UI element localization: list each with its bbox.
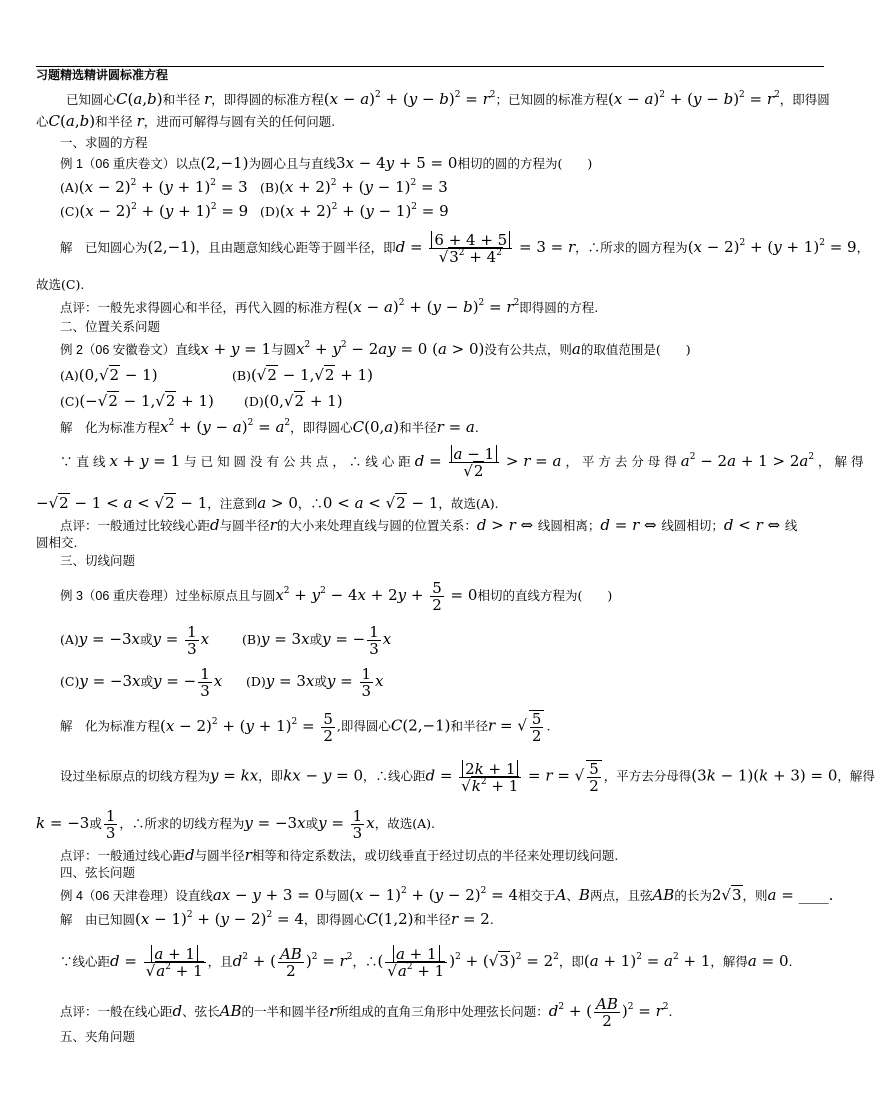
sol-text: ，故选(A). xyxy=(374,816,435,831)
option-letter: (D) xyxy=(260,204,280,219)
or-text: 或 xyxy=(309,632,323,647)
fraction: $\frac{a - 1}{√2}$ xyxy=(449,446,500,479)
fraction: $\frac{1}{3}$ xyxy=(361,665,372,700)
example-3-solution-2: 设过坐标原点的切线方程为y = kx，即kx − y = 0，∴线心距d = $\frac{2k + 1}{√k^2 + 1}$ = r = √ $\frac{5}{2}$ ，平方去分母得(3k − 1)(k + 3) = 0，解得 xyxy=(60,759,875,795)
intro-text: ，即得圆的标准方程 xyxy=(211,92,324,107)
fraction: $\frac{AB}{2}$ xyxy=(279,945,302,980)
sol-text: 与 已 知 圆 没 有 公 共 点 ， ∴ 线 心 距 xyxy=(184,454,411,469)
example-1-question: 例 1（06 重庆卷文）以点(2,−1)为圆心且与直线3x − 4y + 5 = 0相切的圆的方程为( ) xyxy=(60,154,593,172)
intro-text: 心 xyxy=(36,114,49,129)
fraction: $\frac{2k + 1}{√k^2 + 1}$ xyxy=(459,761,521,794)
fraction: $\frac{a + 1}{√a^2 + 1}$ xyxy=(385,946,447,979)
option-letter: (A) xyxy=(60,180,79,195)
example-1-option-d: $(D)(x + 2)^2 + (y - 1)^2 = 9$ xyxy=(260,202,449,220)
example-3-solution-1: 解 化为标准方程$(x - 2)^2 + (y + 1)^2$ = $\frac{5}{2}$ ,即得圆心C(2,−1)和半径r = √ $\frac{5}{2}$ . xyxy=(60,709,551,745)
note-text: 线圆相离； xyxy=(537,518,601,533)
note-text: 、弦长 xyxy=(182,1004,220,1019)
q-text: 的取值范围是( ) xyxy=(580,342,691,357)
sol-text: ，∴所求的切线方程为 xyxy=(119,816,245,831)
option-letter: (D) xyxy=(246,674,266,689)
section-heading: 三、切线问题 xyxy=(60,554,136,568)
sol-text: ，∴ xyxy=(297,496,323,511)
intro-text: ，进而可解得与圆有关的任何问题. xyxy=(143,114,336,129)
note-text: 的一半和圆半径 xyxy=(241,1004,330,1019)
example-label: 例 1（06 重庆卷文） xyxy=(60,157,176,171)
example-2-solution-3: −√2 − 1 < a < √2 − 1，注意到a > 0，∴0 < a < √2 − 1，故选(A). xyxy=(36,494,499,512)
example-2-option-a: (A)(0,√2 − 1) xyxy=(60,366,158,384)
example-1-note: 点评：一般先求得圆心和半径，再代入圆的标准方程$(x - a)^2 + (y - b)^2 = r^2$即得圆的方程. xyxy=(60,298,599,316)
section-heading: 四、弦长问题 xyxy=(60,866,136,880)
q-text: 没有公共点，则 xyxy=(484,342,572,357)
q-text: ，则 xyxy=(742,888,768,903)
sol-text: 或 xyxy=(305,816,319,831)
q-text: 以点 xyxy=(175,156,201,171)
intro-text: 和半径 xyxy=(162,92,201,107)
example-2-option-d: (D)(0,√2 + 1) xyxy=(244,392,343,410)
example-1-solution: 解 已知圆心为(2,−1)，且由题意知线心距等于圆半径，即d = $\frac{6 + 4 + 5}{√3^2 + 4^2}$ = 3 = r，∴所求的圆方程为$(x - 2)^2 + (y + 1)^2 = 9$， xyxy=(60,231,870,266)
q-text: 相切的直线方程为( ) xyxy=(477,588,613,603)
fraction: $\frac{1}{3}$ xyxy=(369,623,379,658)
section-heading: 一、求圆的方程 xyxy=(60,136,148,150)
option-letter: (A) xyxy=(60,368,79,383)
option-letter: (C) xyxy=(60,674,80,689)
example-3-solution-3: k = −3或 $\frac{1}{3}$ ，∴所求的切线方程为y = −3x或y = $\frac{1}{3}$ x，故选(A). xyxy=(36,807,435,842)
example-3-option-a: (A)y = −3x或y = $\frac{1}{3}$ x xyxy=(60,623,210,658)
sol-text: . xyxy=(474,420,479,435)
note-text: ：一般通过线心距 xyxy=(85,848,186,863)
or-text: 或 xyxy=(314,674,327,689)
q-text: 、 xyxy=(566,888,579,903)
example-label: 例 4（06 天津卷理） xyxy=(60,889,176,903)
intro-line-2: 心C(a,b)和半径 r，进而可解得与圆有关的任何问题. xyxy=(36,112,336,130)
example-4-question: 例 4（06 天津卷理）设直线ax − y + 3 = 0与圆$(x - 1)^2 + (y - 2)^2 = 4$相交于A、B两点，且弦AB的长为2√3，则a = ____. xyxy=(60,886,834,904)
example-2-note-end: 圆相交. xyxy=(36,535,78,550)
sol-text: ，即得圆心 xyxy=(303,912,367,927)
sol-text: ，故选(A). xyxy=(438,496,499,511)
example-2-note: 点评：一般通过比较线心距d与圆半径r的大小来处理直线与圆的位置关系：d > r ⇔ 线圆相离；d = r ⇔ 线圆相切；d < r ⇔ 线 xyxy=(60,516,798,534)
intro-line-1: 已知圆心C(a,b)和半径 r，即得圆的标准方程$(x - a)^2 + (y - b)^2 = r^2$；已知圆的标准方程$(x - a)^2 + (y - b)^2 = r^2$，即得圆 xyxy=(66,90,830,108)
example-1-option-a: $(A)(x - 2)^2 + (y + 1)^2 = 3$ xyxy=(60,178,248,196)
sol-text: . xyxy=(546,718,551,734)
sol-text: ， 平 方 去 分 母 得 xyxy=(565,454,677,469)
note-text: 与圆半径 xyxy=(194,848,245,863)
note-text: 即得圆的方程. xyxy=(519,300,599,315)
sol-text: ∵线心距 xyxy=(60,954,111,969)
fraction: $\frac{1}{3}$ xyxy=(105,807,116,842)
fraction: $\frac{1}{3}$ xyxy=(352,807,363,842)
intro-text: ，即得圆 xyxy=(779,92,830,107)
option-letter: (D) xyxy=(244,394,264,409)
sol-text: ，即 xyxy=(258,768,284,784)
example-2-option-c: (C)(−√2 − 1,√2 + 1) xyxy=(60,392,214,410)
example-3-note: 点评：一般通过线心距d与圆半径r相等和待定系数法，或切线垂直于经过切点的半径来处理切线问题. xyxy=(60,846,619,864)
fraction: $\frac{5}{2}$ xyxy=(323,709,333,745)
note-label: 点评 xyxy=(60,1005,86,1019)
fraction: $\frac{1}{3}$ xyxy=(187,623,197,658)
q-text: 过坐标原点且与圆 xyxy=(175,588,276,603)
sol-text: 设过坐标原点的切线方程为 xyxy=(60,768,211,784)
q-text: 与圆 xyxy=(271,342,297,357)
fraction: $\frac{5}{2}$ xyxy=(529,710,545,744)
sol-text: 解 已知圆心为 xyxy=(60,240,148,255)
sol-text: ，平方去分母得 xyxy=(603,768,692,784)
fraction: $\frac{5}{2}$ xyxy=(586,760,602,794)
option-letter: (C) xyxy=(60,204,80,219)
example-2-solution-1: 解 化为标准方程$x^2 + (y - a)^2 = a^2$，即得圆心C(0,a)和半径r = a. xyxy=(60,418,479,436)
note-label: 点评 xyxy=(60,301,86,315)
example-1-option-c: $(C)(x - 2)^2 + (y + 1)^2 = 9$ xyxy=(60,202,249,220)
q-text: 直线 xyxy=(175,342,201,357)
option-letter: (B) xyxy=(242,632,261,647)
q-text: 的长为 xyxy=(674,888,712,903)
intro-text: 已知圆心 xyxy=(66,92,117,107)
option-letter: (B) xyxy=(260,180,279,195)
note-text: 线圆相切； xyxy=(661,518,724,533)
sol-text: ，且 xyxy=(207,954,233,969)
sol-text: ,即得圆心 xyxy=(336,718,391,734)
example-4-solution-1: 解 由已知圆$(x - 1)^2 + (y - 2)^2 = 4$，即得圆心C(1,2)和半径r = 2. xyxy=(60,910,494,928)
sol-text: ，注意到 xyxy=(207,496,258,511)
option-letter: (C) xyxy=(60,394,80,409)
example-4-note: 点评：一般在线心距d、弦长AB的一半和圆半径r所组成的直角三角形中处理弦长问题：$d^2$ + ( $\frac{AB}{2}$ )$^2 = r^2$. xyxy=(60,995,673,1030)
sol-text: ，解得 xyxy=(837,768,875,784)
section-heading: 五、夹角问题 xyxy=(60,1030,136,1044)
note-text: 与圆半径 xyxy=(219,518,270,533)
note-text: ：一般通过比较线心距 xyxy=(85,518,211,533)
section-heading: 二、位置关系问题 xyxy=(60,320,161,334)
q-text: 相交于 xyxy=(518,888,556,903)
example-1-option-b: $(B)(x + 2)^2 + (y - 1)^2 = 3$ xyxy=(260,178,448,196)
sol-text: . xyxy=(489,912,494,927)
or-text: 或 xyxy=(139,632,153,647)
example-2-option-b: (B)(√2 − 1,√2 + 1) xyxy=(232,366,373,384)
fraction: $\frac{6 + 4 + 5}{√3^2 + 4^2}$ xyxy=(429,232,512,265)
sol-text: ，且由题意知线心距等于圆半径，即 xyxy=(195,240,396,255)
example-2-question: 例 2（06 安徽卷文）直线x + y = 1与圆$x^2 + y^2 - 2ay = 0$ (a > 0)没有公共点，则a的取值范围是( ) xyxy=(60,340,691,358)
note-text: 所组成的直角三角形中处理弦长问题： xyxy=(336,1004,549,1019)
example-3-option-d: (D)y = 3x或y = $\frac{1}{3}$ x xyxy=(246,665,384,700)
note-text: 相等和待定系数法，或切线垂直于经过切点的半径来处理切线问题. xyxy=(251,848,619,863)
note-text: ：一般先求得圆心和半径，再代入圆的标准方程 xyxy=(85,300,348,315)
or-text: 或 xyxy=(140,674,154,689)
sol-text: ，解得 xyxy=(710,954,748,969)
example-3-question: 例 3（06 重庆卷理）过坐标原点且与圆$x^2 + y^2 - 4x + 2y$ + $\frac{5}{2}$ = 0相切的直线方程为( ) xyxy=(60,579,613,614)
q-text: 两点，且弦 xyxy=(589,888,653,903)
fraction: $\frac{1}{3}$ xyxy=(200,665,210,700)
intro-text: 和半径 xyxy=(95,114,133,129)
q-text: 相切的圆的方程为( ) xyxy=(457,156,593,171)
sol-text: 解 化为标准方程 xyxy=(60,718,161,734)
q-text: 设直线 xyxy=(175,888,213,903)
intro-text: ；已知圆的标准方程 xyxy=(495,92,609,107)
sol-text: ， xyxy=(856,240,870,255)
fraction: $\frac{5}{2}$ xyxy=(432,579,442,614)
example-label: 例 2（06 安徽卷文） xyxy=(60,343,176,357)
example-label: 例 3（06 重庆卷理） xyxy=(60,589,176,603)
q-text: 为圆心且与直线 xyxy=(248,156,336,171)
sol-text: ，即 xyxy=(558,954,584,969)
sol-text: ，∴线心距 xyxy=(363,768,426,784)
option-letter: (A) xyxy=(60,632,79,647)
sol-text: ，∴ xyxy=(352,954,378,969)
fraction: $\frac{AB}{2}$ xyxy=(596,995,618,1030)
note-label: 点评 xyxy=(60,849,86,863)
sol-text: ，∴所求的圆方程为 xyxy=(575,240,688,255)
note-text: 线 xyxy=(784,518,798,533)
sol-text: 和半径 xyxy=(450,718,489,734)
sol-text: 解 由已知圆 xyxy=(60,912,136,927)
note-text: ：一般在线心距 xyxy=(85,1004,173,1019)
sol-text: ∵ 直 线 xyxy=(60,454,106,469)
option-letter: (B) xyxy=(232,368,251,383)
fraction: $\frac{a + 1}{√a^2 + 1}$ xyxy=(144,946,206,979)
note-label: 点评 xyxy=(60,519,86,533)
sol-text: 解 化为标准方程 xyxy=(60,420,161,435)
page-title: 习题精选精讲圆标准方程 xyxy=(36,68,169,82)
sol-text: 和半径 xyxy=(399,420,437,435)
note-text: 的大小来处理直线与圆的位置关系： xyxy=(276,518,477,533)
example-2-solution-2: ∵ 直 线 x + y = 1 与 已 知 圆 没 有 公 共 点 ， ∴ 线 心 距 d = $\frac{a - 1}{√2}$ > r = a ， 平 方 去 分 母 得 $a^2 - 2a + 1 > 2a^2$ ， 解 得 xyxy=(60,445,864,480)
example-3-option-c: (C)y = −3x或y = − $\frac{1}{3}$ x xyxy=(60,665,223,700)
sol-text: 或 xyxy=(89,816,102,831)
sol-text: . xyxy=(788,954,793,969)
example-4-solution-2: ∵线心距d = $\frac{a + 1}{√a^2 + 1}$ ，且$d^2$ + ( $\frac{AB}{2}$ )$^2 = r^2$，∴( $\frac{a + 1}{√a^2 + 1}$ )$^2 + (√3)^2 = 2^2$，即$(a + 1)^2 = a^2 + 1$，解得a = 0. xyxy=(60,945,793,980)
example-1-answer: 故选(C). xyxy=(36,277,85,292)
q-text: 与圆 xyxy=(324,888,350,903)
sol-text: 和半径 xyxy=(413,912,451,927)
sol-text: ，即得圆心 xyxy=(290,420,353,435)
sol-text: ， 解 得 xyxy=(818,454,864,469)
example-3-option-b: (B)y = 3x或y = − $\frac{1}{3}$ x xyxy=(242,623,392,658)
note-text: . xyxy=(668,1004,673,1019)
